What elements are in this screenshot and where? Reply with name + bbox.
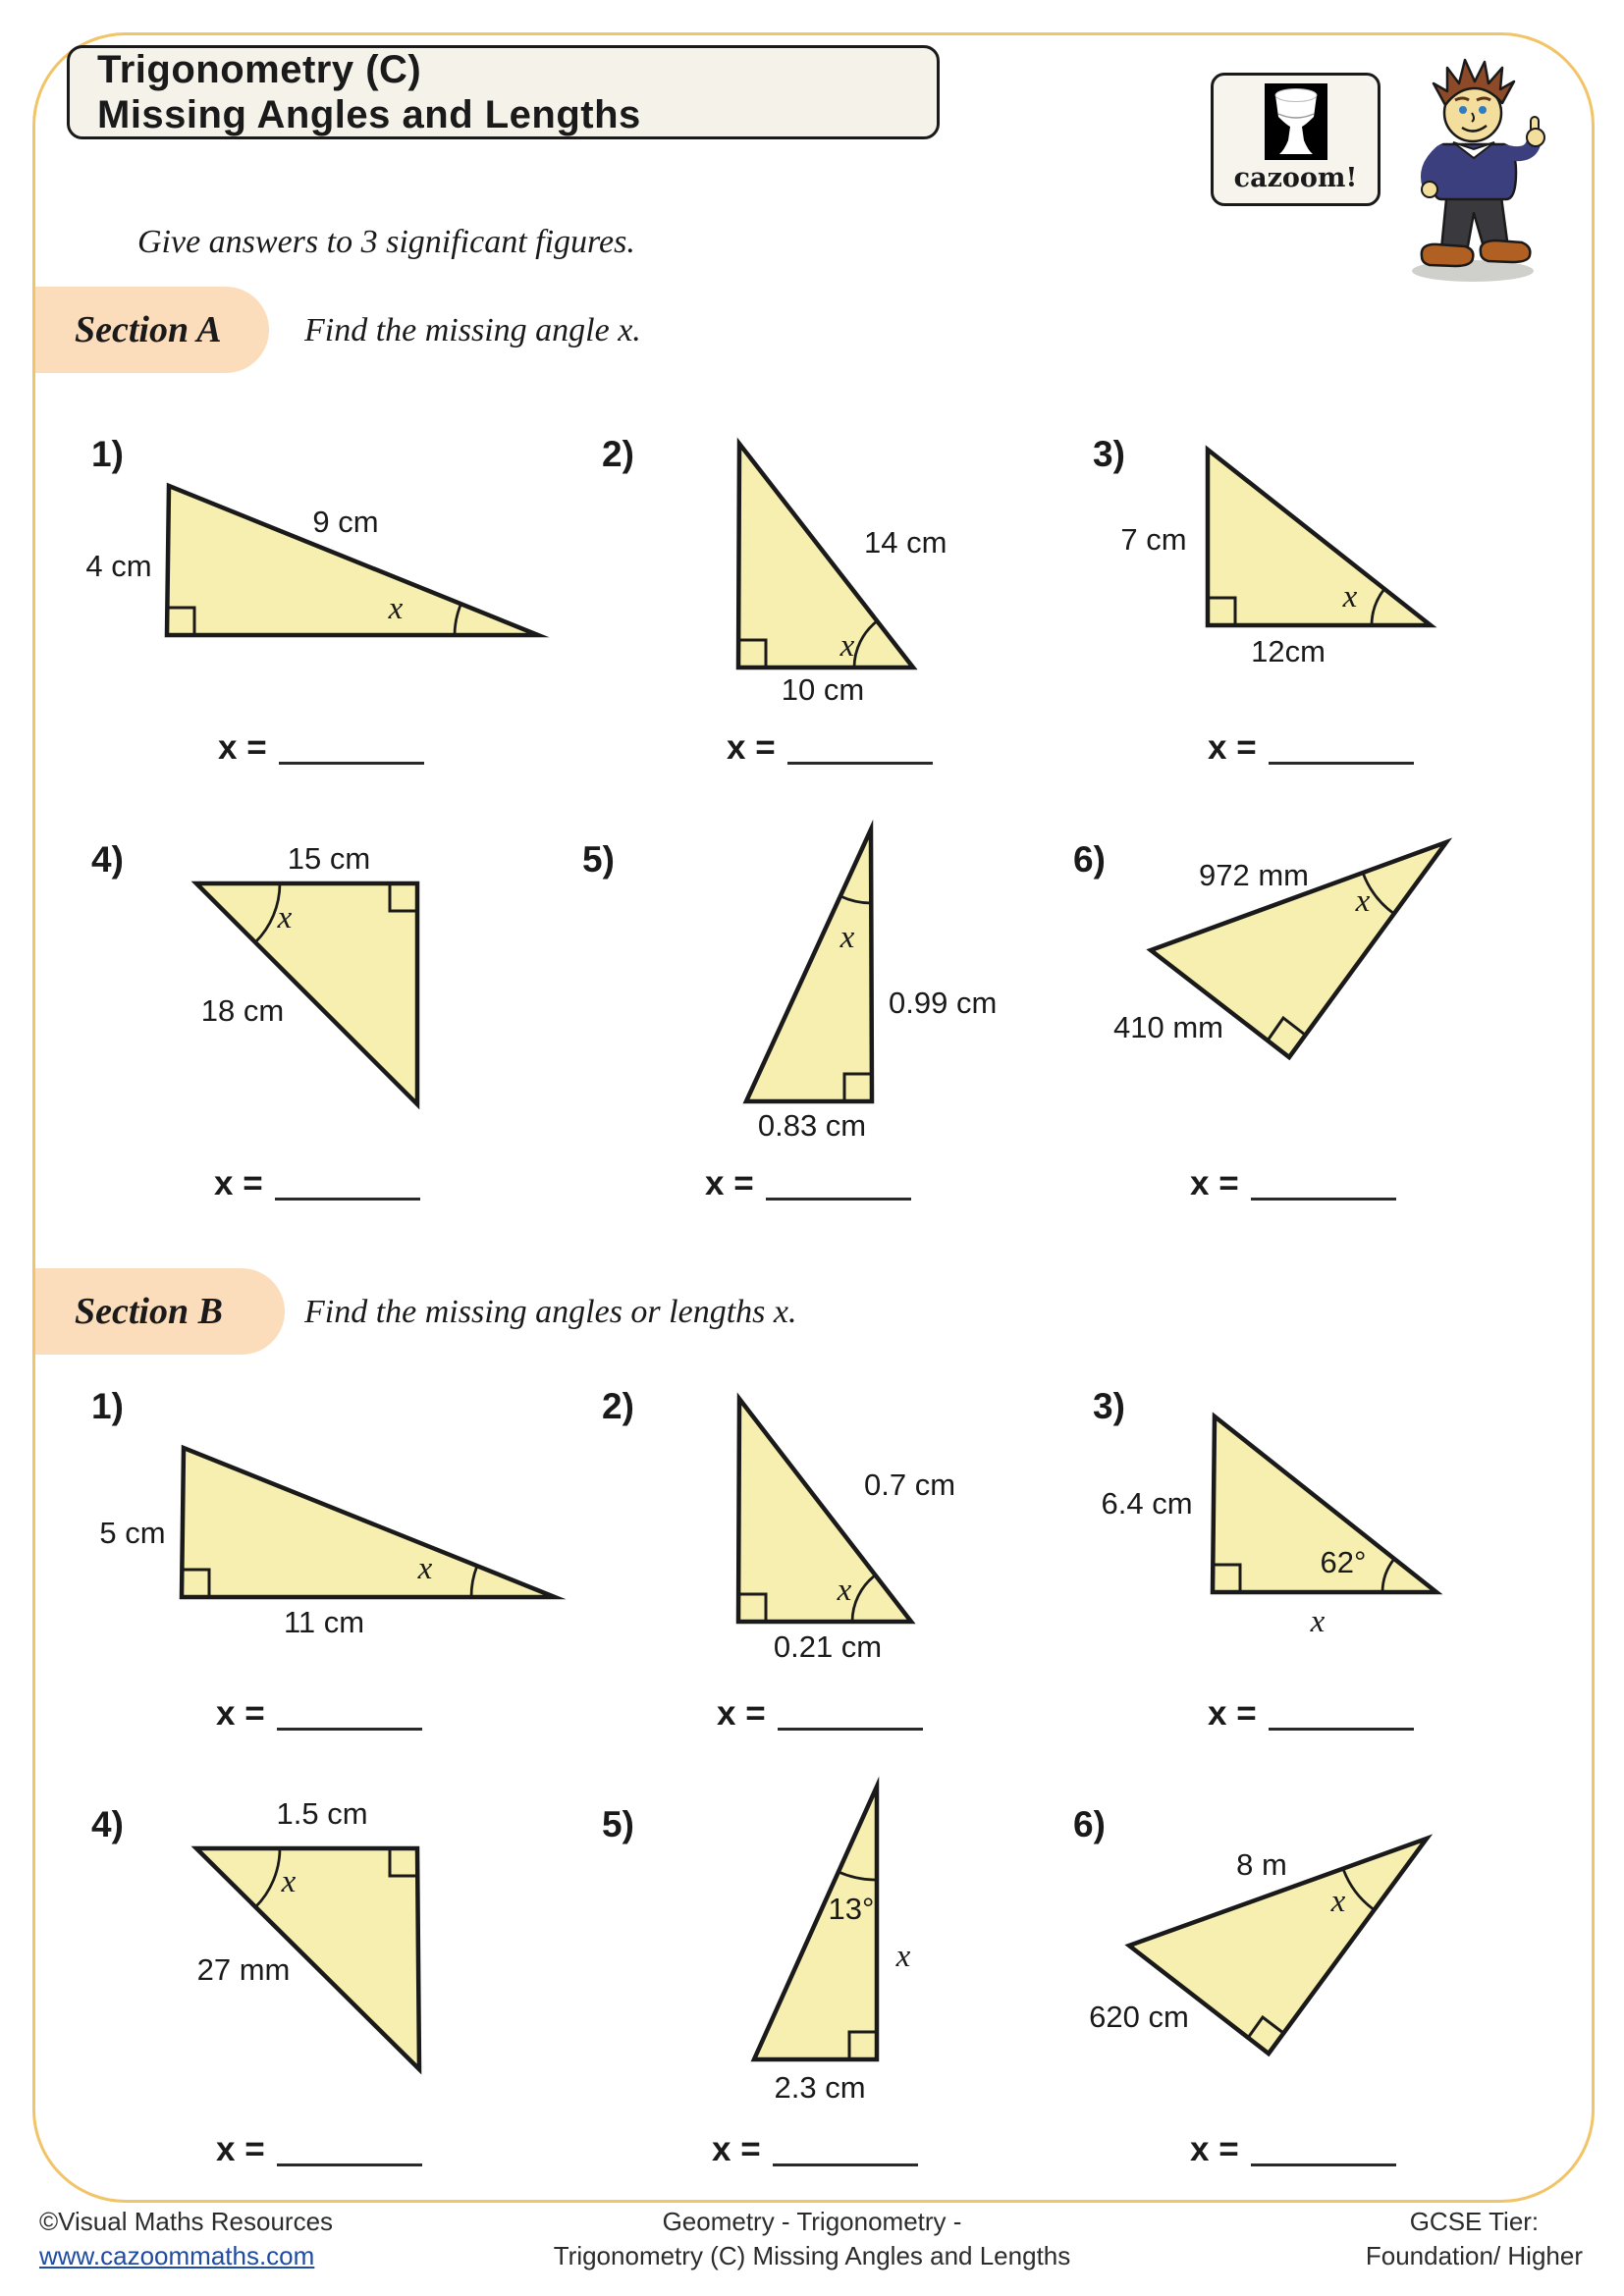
drum-icon bbox=[1265, 83, 1327, 160]
problem-b2 bbox=[569, 1364, 1060, 1747]
problem-b4 bbox=[59, 1757, 569, 2174]
answer-prefix: x = bbox=[1208, 1694, 1257, 1733]
problem-number: 6) bbox=[1073, 839, 1106, 880]
side-label-hypotenuse: 14 cm bbox=[864, 525, 947, 560]
side-label-left: 6.4 cm bbox=[1101, 1486, 1193, 1521]
triangle-figure bbox=[59, 1757, 569, 2174]
angle-label: x bbox=[837, 1573, 852, 1608]
problem-number: 5) bbox=[582, 839, 615, 880]
answer-row bbox=[216, 2130, 422, 2169]
problem-number: 1) bbox=[91, 1386, 124, 1426]
problem-a3 bbox=[1060, 422, 1571, 785]
section-b-instruction: Find the missing angles or lengths x. bbox=[304, 1294, 797, 1330]
answer-row bbox=[705, 1164, 911, 1203]
problem-number: 4) bbox=[91, 839, 124, 880]
answer-blank bbox=[277, 1728, 422, 1731]
side-label-bottom-unknown: x bbox=[1310, 1604, 1326, 1639]
triangle-shape bbox=[738, 1399, 911, 1622]
tier-line1: GCSE Tier: bbox=[1409, 2207, 1540, 2236]
triangle-figure bbox=[1060, 1364, 1571, 1747]
angle-label: x bbox=[1355, 883, 1371, 919]
side-label-left: 4 cm bbox=[85, 549, 152, 583]
problem-b1 bbox=[59, 1364, 569, 1747]
answer-prefix: x = bbox=[1190, 1164, 1239, 1202]
problem-number: 3) bbox=[1093, 1386, 1125, 1426]
angle-label: x bbox=[839, 628, 855, 664]
answer-blank bbox=[1251, 1198, 1396, 1201]
angle-label: x bbox=[839, 920, 855, 955]
problem-b6 bbox=[1041, 1757, 1571, 2174]
problem-a1 bbox=[59, 422, 569, 785]
problem-number: 5) bbox=[602, 1804, 634, 1844]
problem-a2 bbox=[569, 422, 1060, 785]
side-label-bottom: 12cm bbox=[1251, 634, 1326, 668]
side-label-bottom: 10 cm bbox=[781, 672, 865, 707]
answer-prefix: x = bbox=[712, 2130, 761, 2168]
answer-blank bbox=[778, 1728, 923, 1731]
answer-row bbox=[1190, 1164, 1396, 1203]
triangle-figure bbox=[1041, 815, 1571, 1217]
answer-blank bbox=[279, 762, 424, 765]
logo-wordmark: cazoom! bbox=[1233, 163, 1358, 193]
answer-prefix: x = bbox=[1208, 728, 1257, 767]
section-a-label: Section A bbox=[75, 309, 222, 350]
side-label-lower-left: 620 cm bbox=[1089, 2000, 1189, 2034]
problem-a5 bbox=[550, 815, 1041, 1217]
side-label-top: 1.5 cm bbox=[276, 1796, 368, 1831]
angle-label: x bbox=[281, 1864, 297, 1899]
triangle-figure bbox=[59, 815, 569, 1217]
side-label-hypotenuse: 9 cm bbox=[312, 505, 379, 539]
answer-row bbox=[1208, 1694, 1414, 1734]
side-label-left: 5 cm bbox=[99, 1516, 166, 1550]
answer-blank bbox=[277, 2163, 422, 2166]
side-label-bottom: 0.83 cm bbox=[757, 1108, 867, 1143]
side-label-bottom: 2.3 cm bbox=[774, 2070, 866, 2105]
section-a-instruction: Find the missing angle x. bbox=[304, 312, 641, 348]
answer-blank bbox=[1269, 762, 1414, 765]
angle-label: x bbox=[277, 900, 293, 935]
angle-value-label: 13° bbox=[828, 1892, 875, 1926]
side-label-right-unknown: x bbox=[895, 1939, 911, 1974]
problem-number: 2) bbox=[602, 1386, 634, 1426]
problem-b3 bbox=[1060, 1364, 1571, 1747]
answer-blank bbox=[787, 762, 933, 765]
answer-blank bbox=[275, 1198, 420, 1201]
topic-line1: Geometry - Trigonometry - bbox=[662, 2207, 962, 2236]
answer-row bbox=[717, 1694, 923, 1734]
answer-blank bbox=[773, 2163, 918, 2166]
triangle-figure bbox=[569, 1364, 1060, 1747]
tier-line2: Foundation/ Higher bbox=[1365, 2241, 1583, 2270]
triangle-figure bbox=[569, 1757, 1060, 2174]
page-title-line2: Missing Angles and Lengths bbox=[97, 93, 641, 136]
triangle-figure bbox=[550, 815, 1041, 1217]
side-label-top: 8 m bbox=[1236, 1847, 1287, 1882]
side-label-lower-left: 410 mm bbox=[1113, 1010, 1223, 1044]
mascot-boy-illustration bbox=[1386, 54, 1563, 285]
side-label-right: 0.99 cm bbox=[889, 986, 998, 1020]
cazoommaths-link[interactable]: www.cazoommaths.com bbox=[39, 2241, 315, 2270]
side-label-hypotenuse: 0.7 cm bbox=[864, 1468, 956, 1502]
topic-line2: Trigonometry (C) Missing Angles and Lengths bbox=[553, 2241, 1071, 2270]
answer-row bbox=[1190, 2130, 1396, 2169]
answer-prefix: x = bbox=[216, 2130, 265, 2168]
section-b-label: Section B bbox=[75, 1291, 223, 1332]
answer-row bbox=[712, 2130, 918, 2169]
cazoom-logo bbox=[1211, 73, 1380, 206]
triangle-figure bbox=[1041, 1757, 1571, 2174]
page-title-line1: Trigonometry (C) bbox=[97, 48, 422, 91]
footer-tier-block bbox=[1366, 2205, 1583, 2273]
side-label-bottom: 0.21 cm bbox=[773, 1629, 883, 1664]
answer-prefix: x = bbox=[214, 1164, 263, 1202]
problem-number: 6) bbox=[1073, 1804, 1106, 1844]
answer-prefix: x = bbox=[717, 1694, 766, 1733]
problem-number: 2) bbox=[602, 434, 634, 474]
answer-prefix: x = bbox=[218, 728, 267, 767]
answer-row bbox=[1208, 728, 1414, 768]
angle-label: x bbox=[1342, 579, 1358, 614]
triangle-shape bbox=[746, 829, 872, 1101]
angle-label: x bbox=[388, 591, 404, 626]
triangle-shape bbox=[182, 1448, 555, 1597]
side-label-hypotenuse: 18 cm bbox=[200, 993, 285, 1028]
problem-number: 1) bbox=[91, 434, 124, 474]
answer-prefix: x = bbox=[1190, 2130, 1239, 2168]
title-box bbox=[67, 45, 940, 139]
angle-label: x bbox=[1330, 1884, 1346, 1919]
answer-row bbox=[218, 728, 424, 768]
section-b-pill bbox=[35, 1268, 285, 1355]
side-label-hypotenuse: 27 mm bbox=[196, 1952, 291, 1987]
section-a-pill bbox=[35, 287, 269, 373]
problem-number: 4) bbox=[91, 1804, 124, 1844]
triangle-figure bbox=[59, 1364, 569, 1747]
problem-a4 bbox=[59, 815, 569, 1217]
answer-blank bbox=[1269, 1728, 1414, 1731]
problem-b5 bbox=[569, 1757, 1060, 2174]
answer-prefix: x = bbox=[216, 1694, 265, 1733]
problem-number: 3) bbox=[1093, 434, 1125, 474]
triangle-shape bbox=[1208, 450, 1431, 625]
answer-row bbox=[727, 728, 933, 768]
side-label-left: 7 cm bbox=[1120, 522, 1187, 557]
answer-prefix: x = bbox=[705, 1164, 754, 1202]
angle-label: x bbox=[417, 1551, 433, 1586]
copyright-text: ©Visual Maths Resources bbox=[39, 2207, 334, 2236]
answer-row bbox=[214, 1164, 420, 1203]
worksheet-instruction: Give answers to 3 significant figures. bbox=[137, 224, 635, 260]
angle-value-label: 62° bbox=[1320, 1545, 1367, 1579]
answer-row bbox=[216, 1694, 422, 1734]
answer-prefix: x = bbox=[727, 728, 776, 767]
side-label-top: 972 mm bbox=[1199, 858, 1309, 892]
side-label-top: 15 cm bbox=[287, 841, 371, 876]
problem-a6 bbox=[1041, 815, 1571, 1217]
answer-blank bbox=[1251, 2163, 1396, 2166]
answer-blank bbox=[766, 1198, 911, 1201]
side-label-bottom: 11 cm bbox=[283, 1605, 365, 1639]
